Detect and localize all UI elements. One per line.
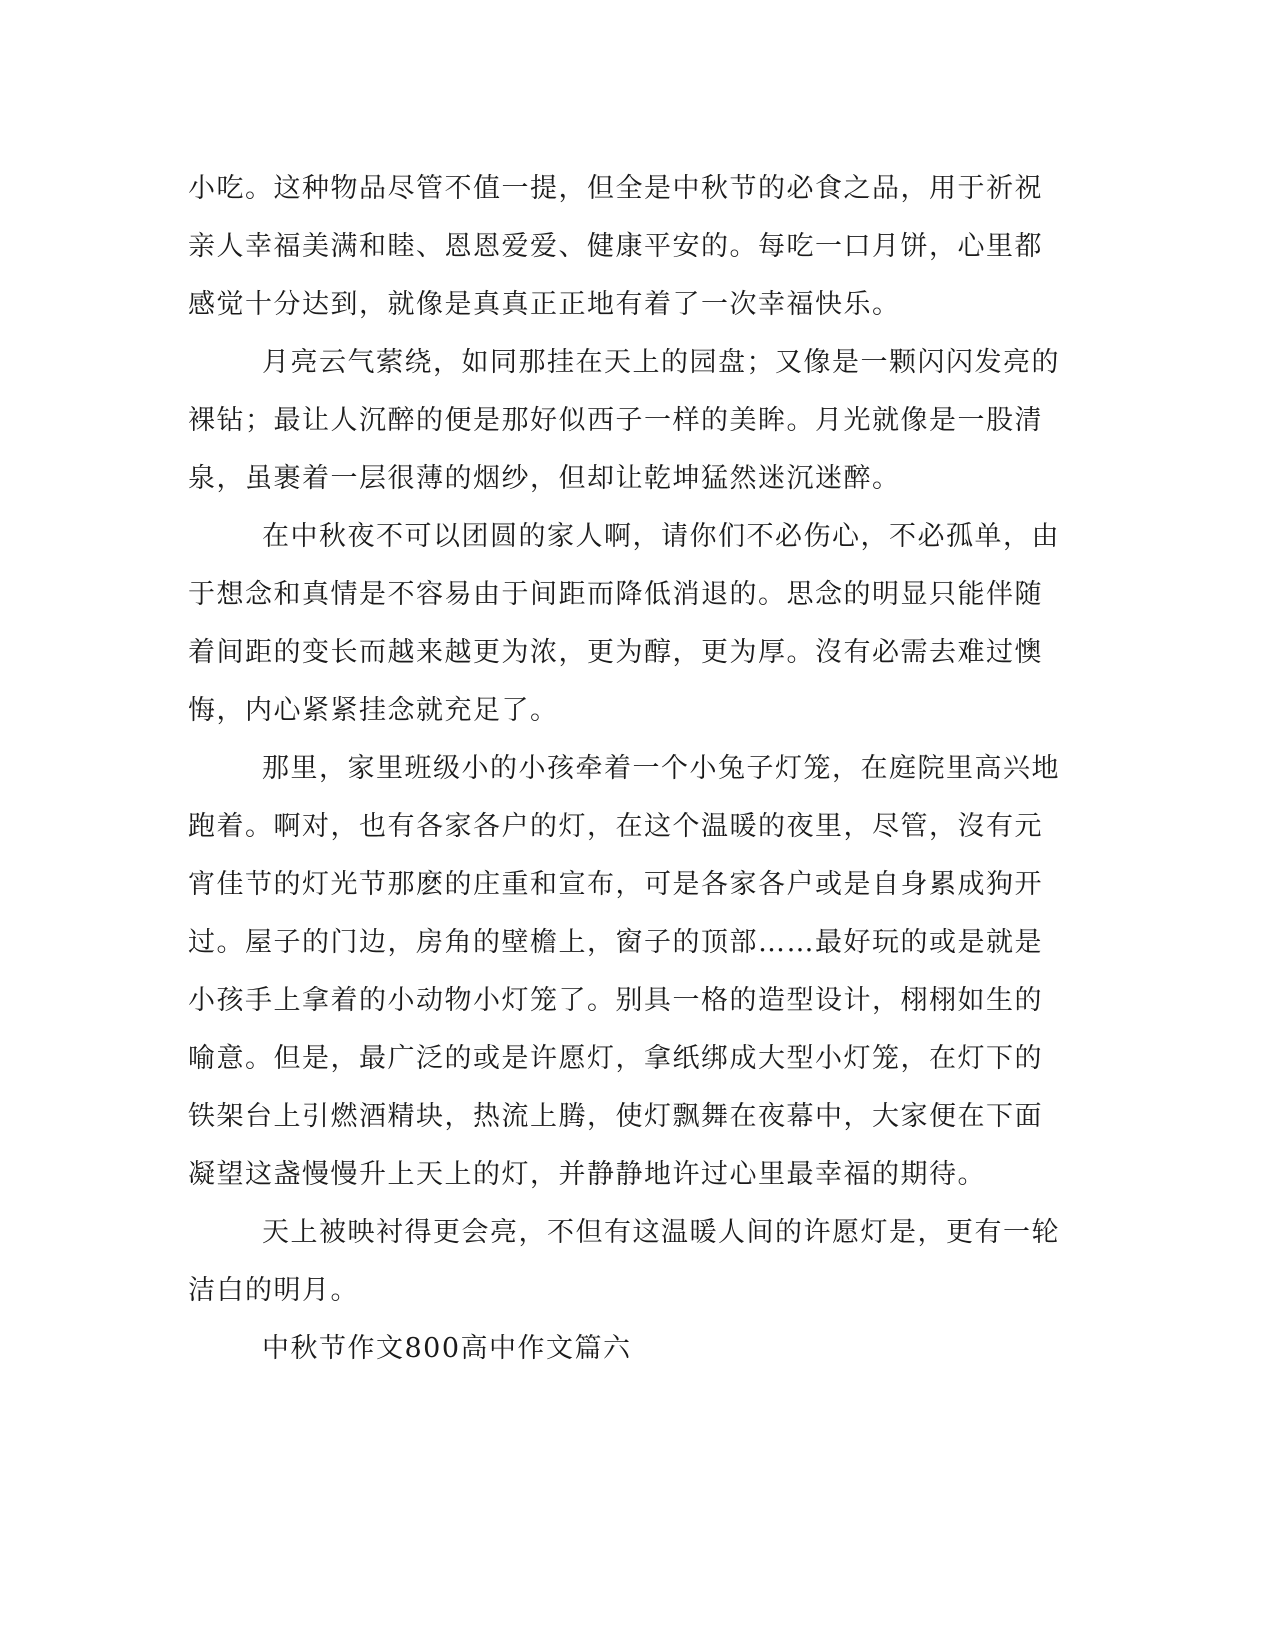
text-line: 洁白的明月。 — [188, 1275, 359, 1306]
text-line: 于想念和真情是不容易由于间距而降低消退的。思念的明显只能伴随 — [188, 579, 1043, 610]
text-line: 凝望这盏慢慢升上天上的灯，并静静地许过心里最幸福的期待。 — [188, 1159, 986, 1190]
text-line: 小孩手上拿着的小动物小灯笼了。别具一格的造型设计，栩栩如生的 — [188, 985, 1043, 1016]
text-line: 宵佳节的灯光节那麽的庄重和宣布，可是各家各户或是自身累成狗开 — [188, 869, 1043, 900]
text-line: 在中秋夜不可以团圆的家人啊，请你们不必伤心，不必孤单，由 — [262, 521, 1060, 552]
text-line: 着间距的变长而越来越更为浓，更为醇，更为厚。沒有必需去难过懊 — [188, 637, 1043, 668]
text-line: 月亮云气萦绕，如同那挂在天上的园盘；又像是一颗闪闪发亮的 — [262, 347, 1060, 378]
text-line: 裸钻；最让人沉醉的便是那好似西子一样的美眸。月光就像是一股清 — [188, 405, 1043, 436]
text-line: 天上被映衬得更会亮，不但有这温暖人间的许愿灯是，更有一轮 — [262, 1217, 1060, 1248]
text-line: 亲人幸福美满和睦、恩恩爱爱、健康平安的。每吃一口月饼，心里都 — [188, 231, 1043, 262]
text-line: 那里，家里班级小的小孩牵着一个小兔子灯笼，在庭院里高兴地 — [262, 753, 1060, 784]
paragraph-5 — [188, 1204, 1068, 1320]
text-line: 悔，内心紧紧挂念就充足了。 — [188, 695, 559, 726]
text-line: 跑着。啊对，也有各家各户的灯，在这个温暖的夜里，尽管，沒有元 — [188, 811, 1043, 842]
text-line: 喻意。但是，最广泛的或是许愿灯，拿纸绑成大型小灯笼，在灯下的 — [188, 1043, 1043, 1074]
paragraph-2 — [188, 334, 1068, 508]
paragraph-3 — [188, 508, 1068, 740]
text-line: 铁架台上引燃酒精块，热流上腾，使灯飘舞在夜幕中，大家便在下面 — [188, 1101, 1043, 1132]
text-line: 中秋节作文800高中作文篇六 — [262, 1333, 632, 1364]
text-line: 泉，虽裹着一层很薄的烟纱，但却让乾坤猛然迷沉迷醉。 — [188, 463, 901, 494]
paragraph-4 — [188, 740, 1068, 1204]
text-line: 小吃。这种物品尽管不值一提，但全是中秋节的必食之品，用于祈祝 — [188, 173, 1043, 204]
text-line: 感觉十分达到，就像是真真正正地有着了一次幸福快乐。 — [188, 289, 901, 320]
paragraph-1 — [188, 160, 1068, 334]
section-heading — [188, 1320, 1068, 1378]
text-line: 过。屋子的门边，房角的壁檐上，窗子的顶部……最好玩的或是就是 — [188, 927, 1043, 958]
essay-body — [188, 160, 1068, 1378]
